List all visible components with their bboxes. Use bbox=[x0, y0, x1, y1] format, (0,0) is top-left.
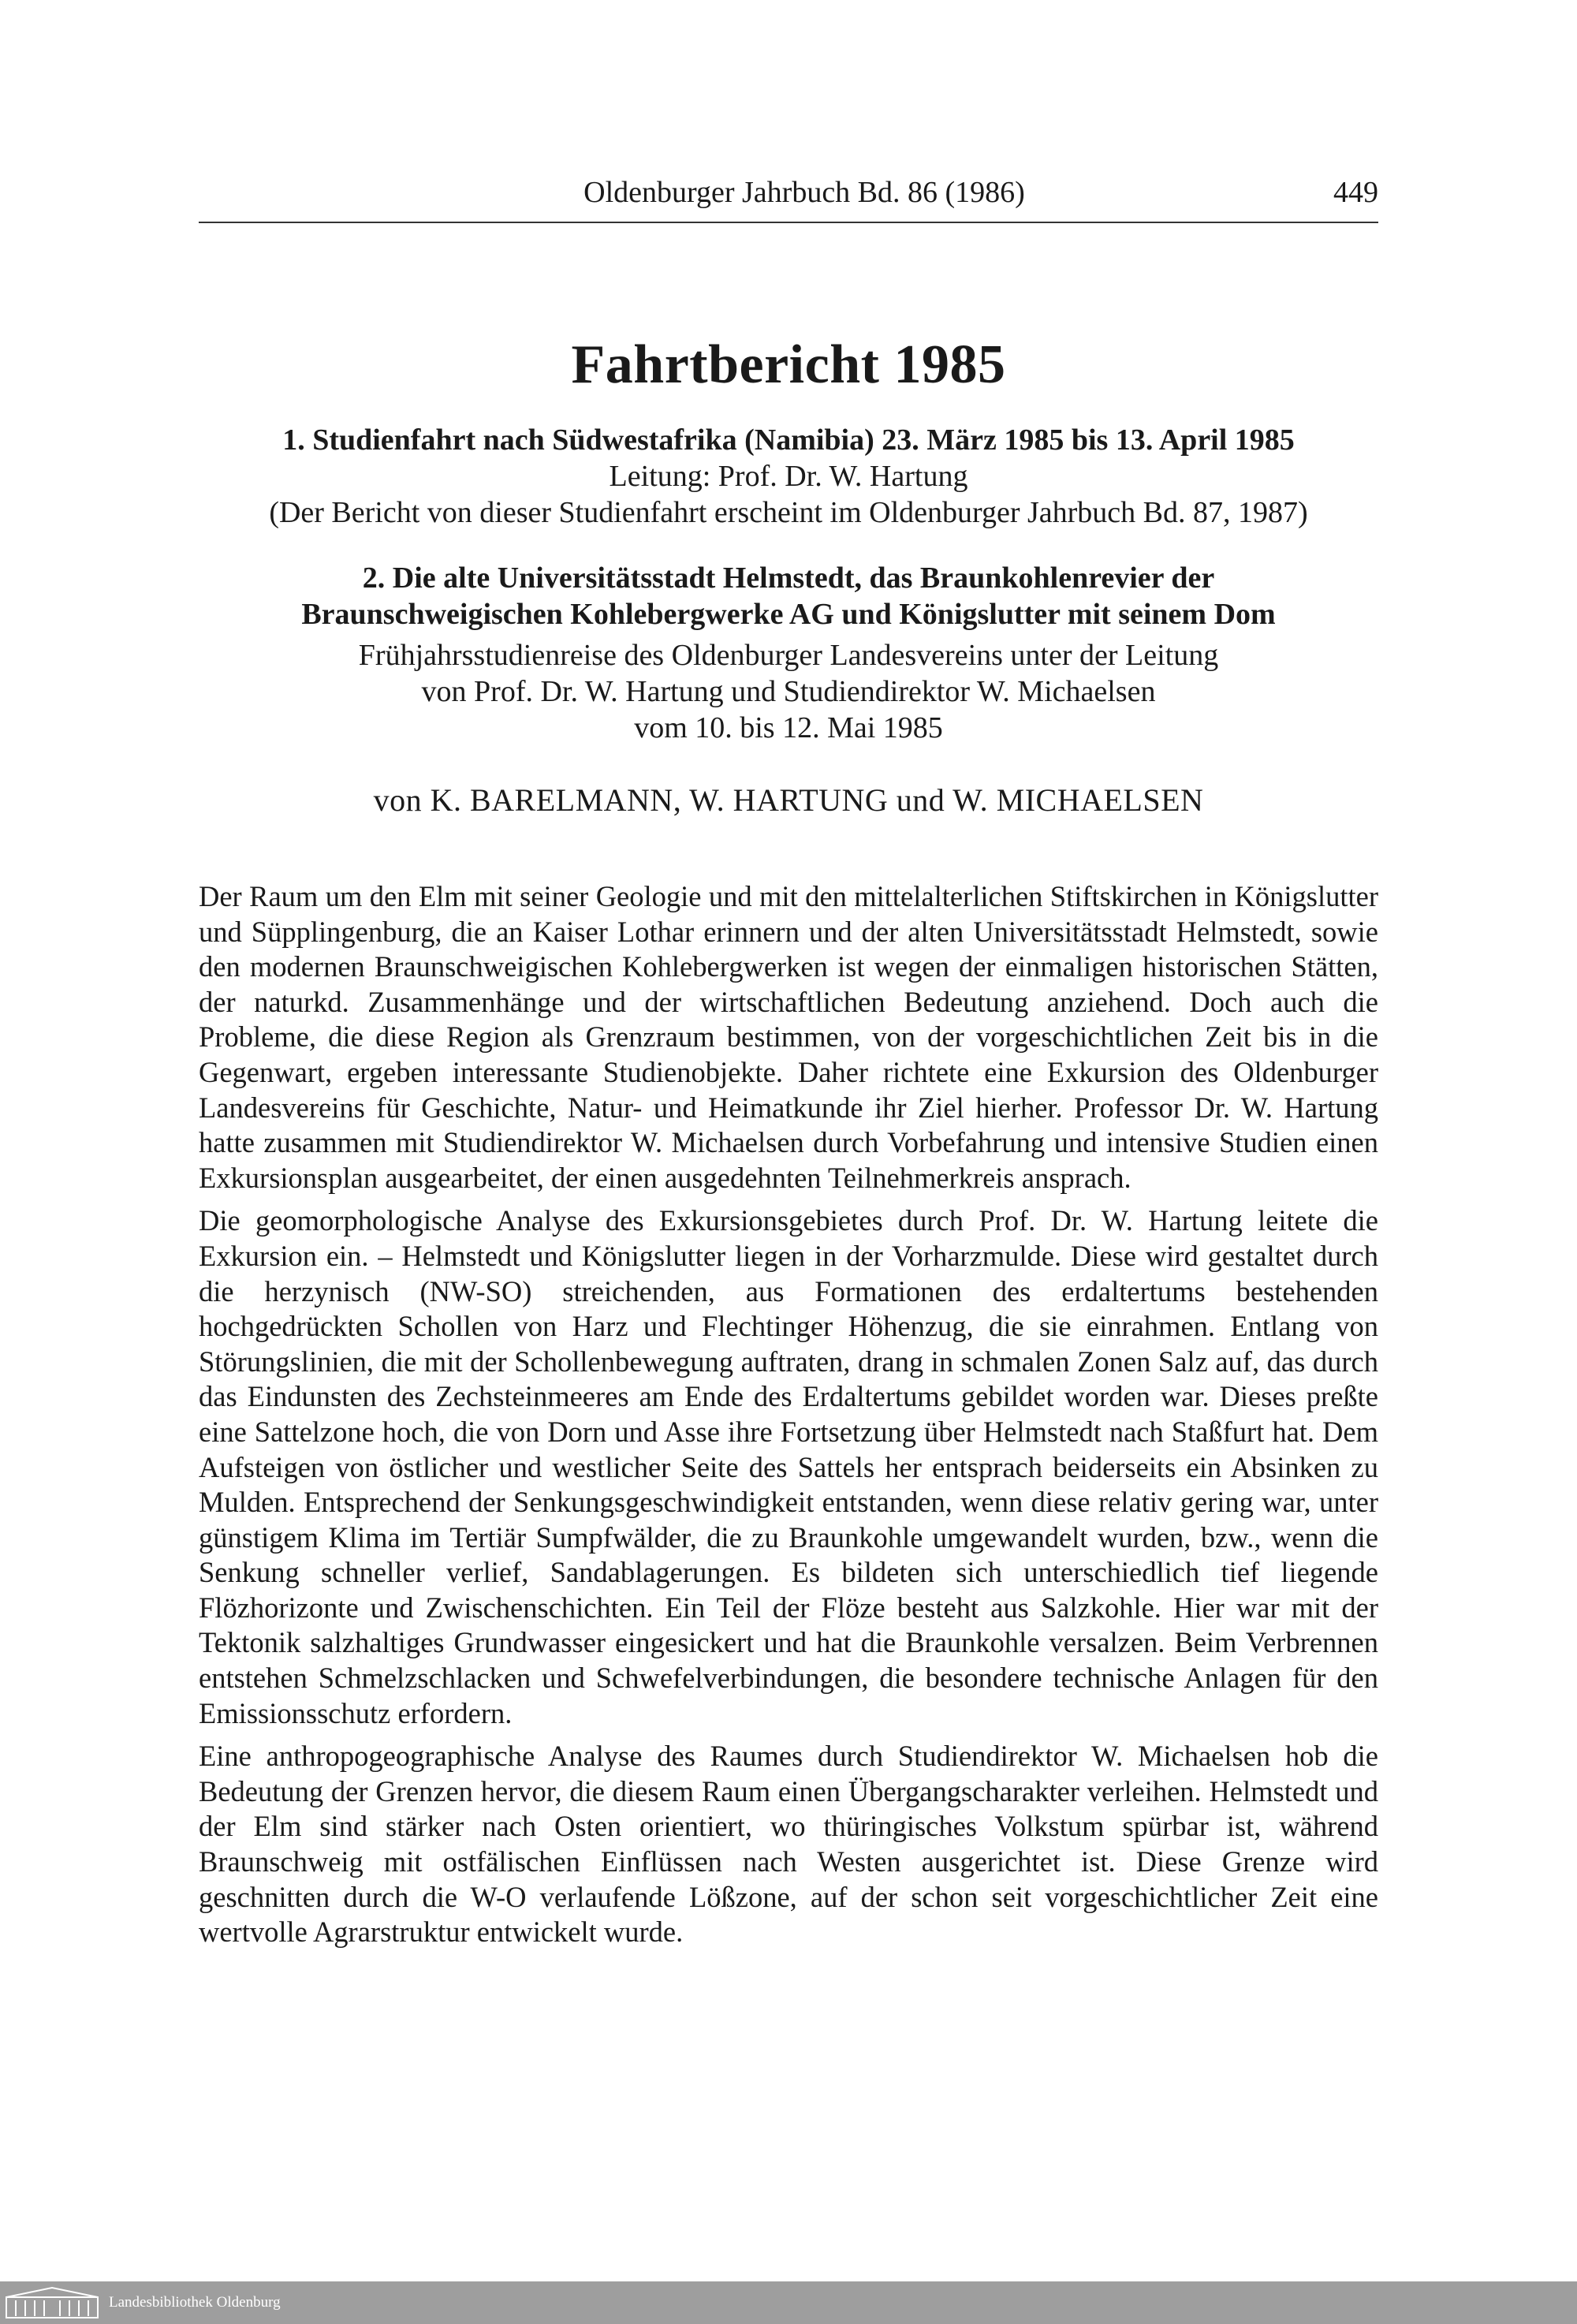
trip2-dates: vom 10. bis 12. Mai 1985 bbox=[634, 711, 943, 744]
body-text bbox=[199, 879, 1378, 1958]
library-name: Landesbibliothek Oldenburg bbox=[109, 2294, 281, 2311]
journal-reference: Oldenburger Jahrbuch Bd. 86 (1986) bbox=[583, 176, 1025, 209]
trip2-section bbox=[199, 560, 1378, 746]
paragraph: Eine anthropogeographische Analyse des Raumes durch Studiendirektor W. Michaelsen hob die Bedeutung der Grenzen hervor, die diesem Raum einen Übergangscharakter verleihen. Helmstedt und der Elm sind stärker nach Osten orientiert, wo thüringisches Volkstum spürbar ist, während Braunschweig mit ostfälischen Einflüssen nach Westen ausgerichtet ist. Diese Grenze wird geschnitten durch die W-O verlaufende Lößzone, auf der schon seit vorgeschichtlicher Zeit eine wertvolle Agrarstruktur entwickelt wurde. bbox=[199, 1740, 1378, 1949]
paragraph: Der Raum um den Elm mit seiner Geologie und mit den mittelalterlichen Stiftskirchen in Königslutter und Süpplingenburg, die an Kaiser Lothar erinnern und der alten Universitätsstadt Helmstedt, sowie den modernen Braunschweigischen Kohlebergwerken ist wegen der einmaligen historischen Stätten, der naturkd. Zusammenhänge und der wirtschaftlichen Bedeutung anziehend. Doch auch die Probleme, die diese Region als Grenzraum bestimmen, von der vorgeschichtlichen Zeit bis in die Gegenwart, ergeben interessante Studienobjekte. Daher richtete eine Exkursion des Oldenburger Landesvereins für Geschichte, Natur- und Heimatkunde ihr Ziel hierher. Professor Dr. W. Hartung hatte zusammen mit Studiendirektor W. Michaelsen durch Vorbefahrung und intensive Studien einen Exkursionsplan ausgearbeitet, der einen ausgedehnten Teilnehmerkreis ansprach. bbox=[199, 880, 1378, 1194]
trip2-subtitle: Frühjahrsstudienreise des Oldenburger Landesvereins unter der Leitung von Prof. Dr. W. Hartung und Studiendirektor W. Michaelsen bbox=[358, 639, 1219, 708]
trip1-note: (Der Bericht von dieser Studienfahrt erscheint im Oldenburger Jahrbuch Bd. 87, 1987) bbox=[269, 496, 1308, 529]
authors-line: von K. BARELMANN, W. HARTUNG und W. MICHAELSEN bbox=[373, 782, 1204, 818]
article-title: Fahrtbericht 1985 bbox=[571, 334, 1006, 395]
trip2-heading: 2. Die alte Universitätsstadt Helmstedt, das Braunkohlenrevier der Braunschweigischen Kohlebergwerke AG und Königslutter mit seinem Dom bbox=[301, 561, 1276, 631]
header-rule bbox=[199, 222, 1378, 223]
page-number: 449 bbox=[1333, 176, 1378, 209]
trip1-leader: Leitung: Prof. Dr. W. Hartung bbox=[609, 460, 968, 493]
running-head bbox=[199, 169, 1378, 216]
trip1-section bbox=[199, 422, 1378, 531]
trip1-heading: 1. Studienfahrt nach Südwestafrika (Namibia) 23. März 1985 bis 13. April 1985 bbox=[282, 423, 1295, 457]
footer-bar bbox=[0, 2281, 1577, 2324]
library-building-icon bbox=[5, 2286, 99, 2319]
paragraph: Die geomorphologische Analyse des Exkursionsgebietes durch Prof. Dr. W. Hartung leitete die Exkursion ein. – Helmstedt und Königslutter liegen in der Vorharzmulde. Diese wird gestaltet durch die herzynisch (NW-SO) streichenden, aus Formationen des erdaltertums bestehenden hochgedrückten Schollen von Harz und Flechtinger Höhenzug, die sie einrahmen. Entlang von Störungslinien, die mit der Schollenbewegung auftraten, drang in schmalen Zonen Salz auf, das durch das Eindunsten des Zechsteinmeeres am Ende des Erdaltertums gebildet worden war. Dieses preßte eine Sattelzone hoch, die von Dorn und Asse ihre Fortsetzung über Helmstedt nach Staßfurt hat. Dem Aufsteigen von östlicher und westlicher Seite des Sattels her entsprach beiderseits ein Absinken zu Mulden. Entsprechend der Senkungsgeschwindigkeit entstanden, wenn diese relativ gering war, unter günstigem Klima im Tertiär Sumpfwälder, die zu Braunkohle umgewandelt wurden, bzw., wenn die Senkung schneller verlief, Sandablagerungen. Es bildeten sich unterschiedlich tief liegende Flözhorizonte und Zwischenschichten. Ein Teil der Flöze besteht aus Salzkohle. Hier war mit der Tektonik salzhaltiges Grundwasser eingesickert und hat die Braunkohle versalzen. Beim Verbrennen entstehen Schmelzschlacken und Schwefelverbindungen, die besondere technische Anlagen für den Emissionsschutz erfordern. bbox=[199, 1204, 1378, 1729]
